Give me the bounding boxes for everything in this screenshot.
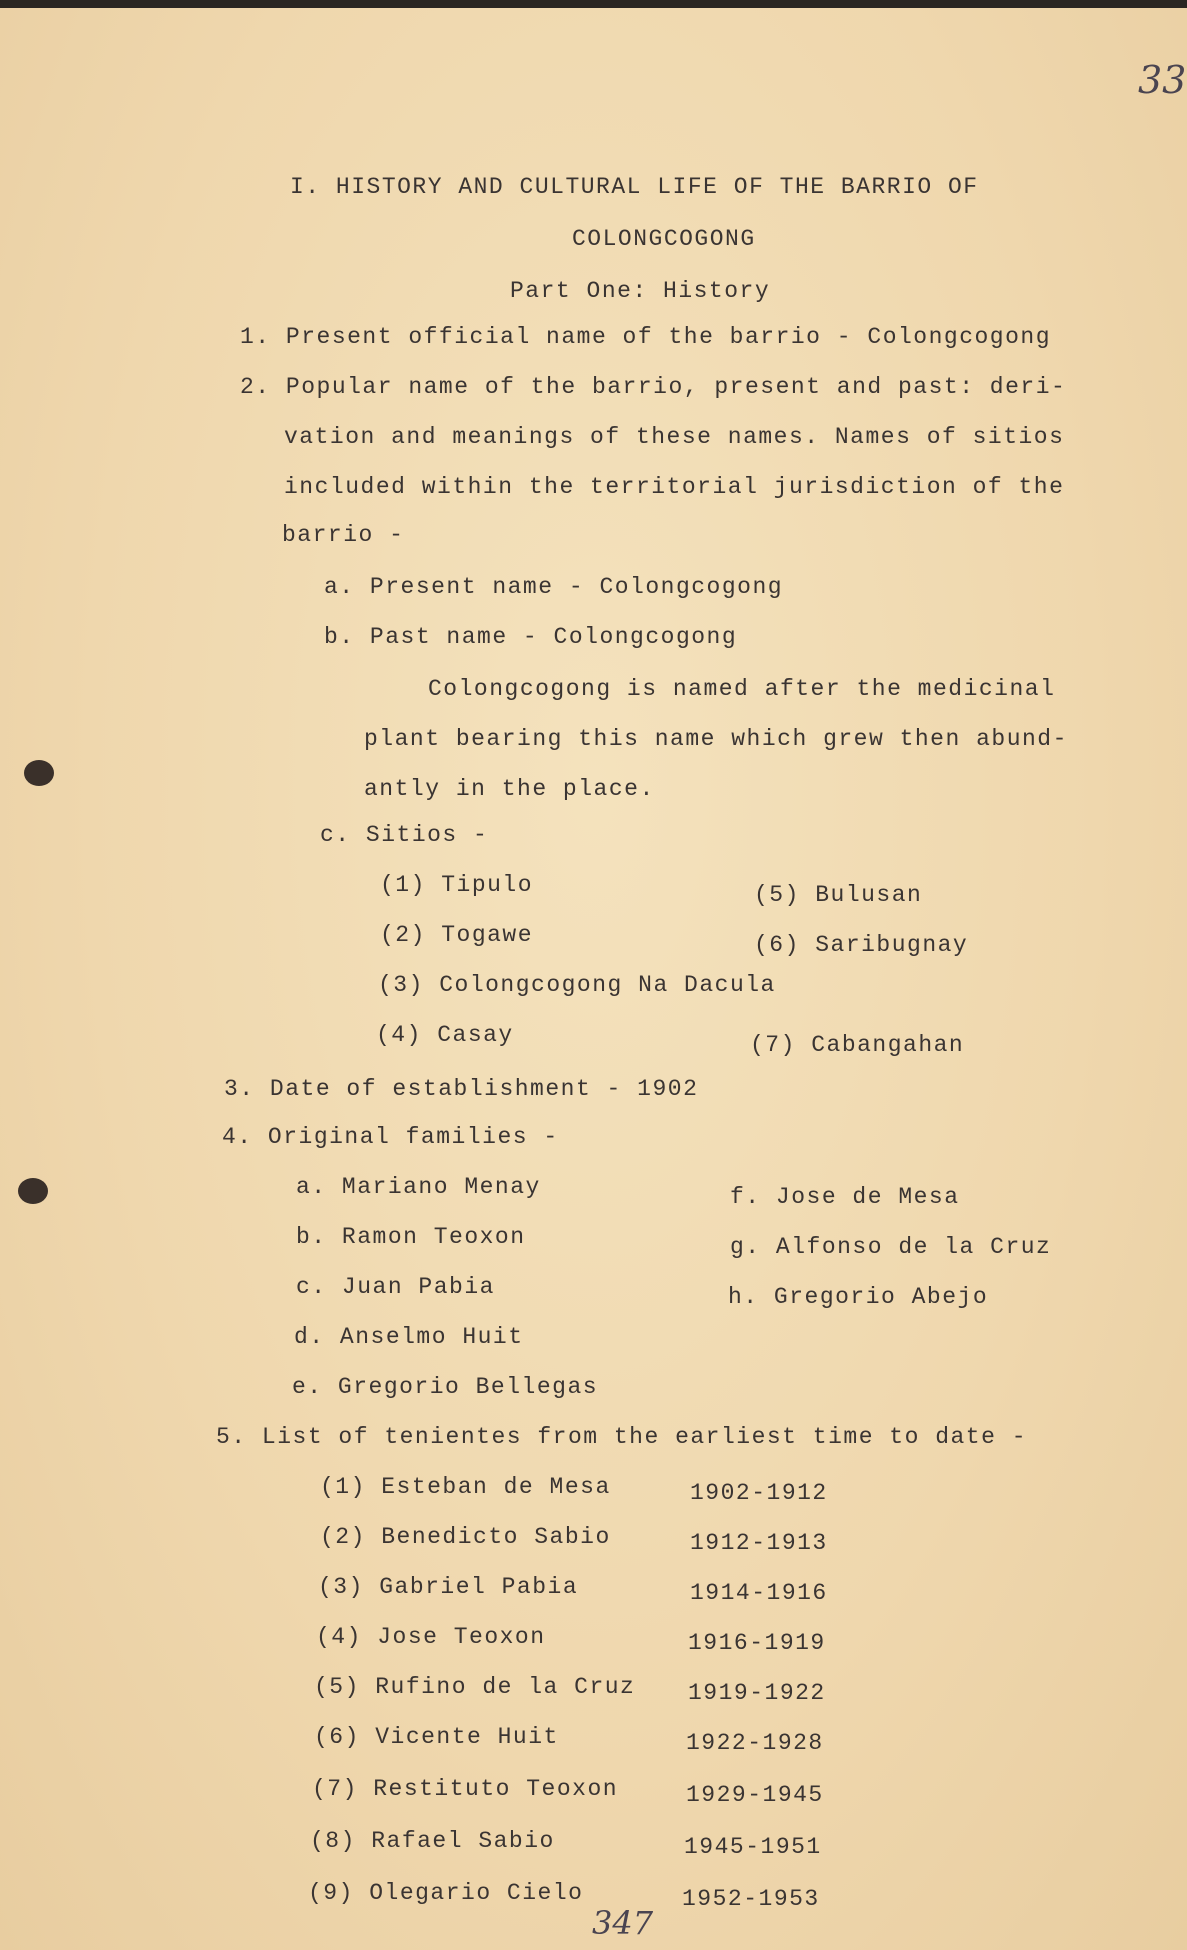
sitio-3: (3) Colongcogong Na Dacula bbox=[378, 972, 776, 998]
teniente-6-years: 1922-1928 bbox=[686, 1730, 824, 1756]
item-4: 4. Original families - bbox=[222, 1124, 559, 1150]
teniente-7-years: 1929-1945 bbox=[686, 1782, 824, 1808]
teniente-7-name: (7) Restituto Teoxon bbox=[312, 1776, 619, 1802]
title-line-2: COLONGCOGONG bbox=[572, 226, 756, 252]
family-c: c. Juan Pabia bbox=[296, 1274, 495, 1300]
sitio-1: (1) Tipulo bbox=[380, 872, 534, 898]
item-3: 3. Date of establishment - 1902 bbox=[224, 1076, 699, 1102]
teniente-5-years: 1919-1922 bbox=[688, 1680, 826, 1706]
family-b: b. Ramon Teoxon bbox=[296, 1224, 526, 1250]
title-line-1: I. HISTORY AND CULTURAL LIFE OF THE BARRIO OF bbox=[290, 174, 979, 200]
item-2a: a. Present name - Colongcogong bbox=[324, 574, 784, 600]
teniente-2-name: (2) Benedicto Sabio bbox=[320, 1524, 611, 1550]
family-h: h. Gregorio Abejo bbox=[728, 1284, 989, 1310]
item-2-line-3: included within the territorial jurisdiction of the bbox=[284, 474, 1065, 500]
item-2-line-4: barrio - bbox=[282, 522, 405, 548]
punch-hole-bottom bbox=[18, 1178, 48, 1204]
paragraph-line-3: antly in the place. bbox=[364, 776, 655, 802]
sitio-7: (7) Cabangahan bbox=[750, 1032, 965, 1058]
document-page bbox=[0, 8, 1187, 1950]
teniente-5-name: (5) Rufino de la Cruz bbox=[314, 1674, 636, 1700]
teniente-1-name: (1) Esteban de Mesa bbox=[320, 1474, 611, 1500]
teniente-3-years: 1914-1916 bbox=[690, 1580, 828, 1606]
item-2-line-1: 2. Popular name of the barrio, present and past: deri- bbox=[240, 374, 1067, 400]
teniente-8-years: 1945-1951 bbox=[684, 1834, 822, 1860]
sitio-5: (5) Bulusan bbox=[754, 882, 923, 908]
teniente-3-name: (3) Gabriel Pabia bbox=[318, 1574, 579, 1600]
paragraph-line-1: Colongcogong is named after the medicinal bbox=[428, 676, 1056, 702]
item-2b: b. Past name - Colongcogong bbox=[324, 624, 738, 650]
family-a: a. Mariano Menay bbox=[296, 1174, 541, 1200]
family-f: f. Jose de Mesa bbox=[730, 1184, 960, 1210]
teniente-4-name: (4) Jose Teoxon bbox=[316, 1624, 546, 1650]
page-number: 33 bbox=[1138, 58, 1187, 102]
subtitle: Part One: History bbox=[510, 278, 771, 304]
sitios-label: c. Sitios - bbox=[320, 822, 489, 848]
item-1: 1. Present official name of the barrio - Colongcogong bbox=[240, 324, 1052, 350]
teniente-9-name: (9) Olegario Cielo bbox=[308, 1880, 584, 1906]
sitio-2: (2) Togawe bbox=[380, 922, 534, 948]
bottom-page-number: 347 bbox=[592, 1904, 654, 1942]
teniente-8-name: (8) Rafael Sabio bbox=[310, 1828, 555, 1854]
teniente-6-name: (6) Vicente Huit bbox=[314, 1724, 559, 1750]
teniente-4-years: 1916-1919 bbox=[688, 1630, 826, 1656]
sitio-6: (6) Saribugnay bbox=[754, 932, 969, 958]
punch-hole-top bbox=[24, 760, 54, 786]
teniente-9-years: 1952-1953 bbox=[682, 1886, 820, 1912]
family-e: e. Gregorio Bellegas bbox=[292, 1374, 599, 1400]
item-2-line-2: vation and meanings of these names. Names of sitios bbox=[284, 424, 1065, 450]
teniente-1-years: 1902-1912 bbox=[690, 1480, 828, 1506]
sitio-4: (4) Casay bbox=[376, 1022, 514, 1048]
teniente-2-years: 1912-1913 bbox=[690, 1530, 828, 1556]
family-d: d. Anselmo Huit bbox=[294, 1324, 524, 1350]
family-g: g. Alfonso de la Cruz bbox=[730, 1234, 1052, 1260]
paragraph-line-2: plant bearing this name which grew then abund- bbox=[364, 726, 1068, 752]
item-5: 5. List of tenientes from the earliest time to date - bbox=[216, 1424, 1028, 1450]
